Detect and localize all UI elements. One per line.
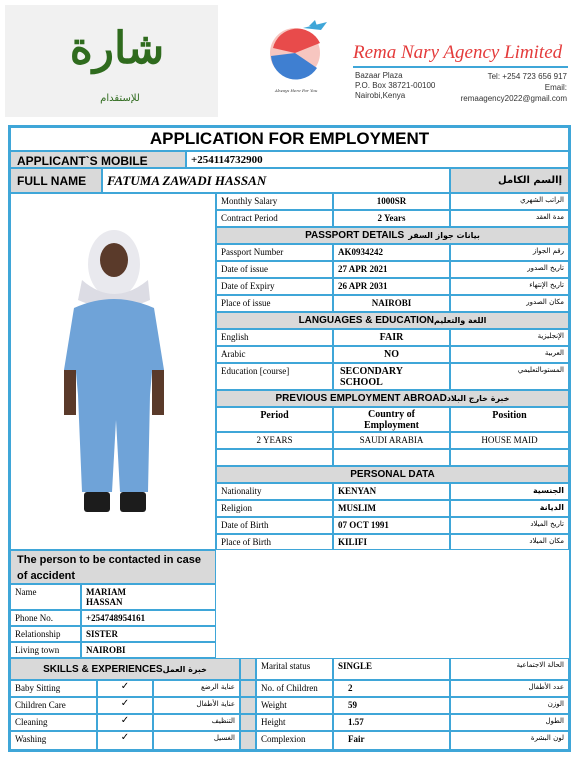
- check-icon: ✓: [97, 714, 153, 731]
- prev-header-position: Position: [450, 407, 569, 432]
- contact-name-value: [81, 584, 216, 610]
- mobile-label: APPLICANT`S MOBILE: [10, 151, 186, 168]
- education-label: Education [course]: [216, 363, 333, 390]
- agency-tel: Tel: +254 723 656 917: [487, 72, 567, 81]
- sharah-logo: [5, 5, 218, 117]
- marital-value: SINGLE: [333, 658, 450, 680]
- complexion-label: Complexion: [256, 731, 333, 750]
- prev-employment-section-title: [216, 390, 569, 407]
- dob-ar: تاريخ الميلاد: [450, 517, 569, 534]
- languages-title-en: LANGUAGES & EDUCATION: [298, 315, 434, 326]
- agency-contact: [453, 71, 567, 104]
- english-ar: الإنجليزية: [450, 329, 569, 346]
- logo-main-text: شارة: [69, 23, 165, 74]
- contact-town-label: Living town: [10, 642, 81, 658]
- address-line: P.O. Box 38721-00100: [355, 81, 436, 90]
- marital-ar: الحالة الاجتماعية: [450, 658, 569, 680]
- divider-cell: [240, 680, 256, 697]
- divider-cell: [240, 731, 256, 750]
- agency-address: [355, 71, 435, 101]
- arabic-value: NO: [333, 346, 450, 363]
- divider-cell: [240, 697, 256, 714]
- skill-label: Washing: [10, 731, 97, 750]
- contract-value: 2 Years: [333, 210, 450, 227]
- religion-label: Religion: [216, 500, 333, 517]
- children-label: No. of Children: [256, 680, 333, 697]
- passport-title-en: PASSPORT DETAILS: [305, 230, 405, 241]
- contact-phone-value: +254748954161: [81, 610, 216, 626]
- full-name-label: FULL NAME: [10, 168, 102, 193]
- skill-label: Children Care: [10, 697, 97, 714]
- salary-ar: الراتب الشهري: [450, 193, 569, 210]
- marital-label: Marital status: [256, 658, 333, 680]
- skill-label: Baby Sitting: [10, 680, 97, 697]
- date-expiry-ar: تاريخ الإنتهاء: [450, 278, 569, 295]
- dob-value: 07 OCT 1991: [333, 517, 450, 534]
- date-issue-label: Date of issue: [216, 261, 333, 278]
- languages-section-title: [216, 312, 569, 329]
- complexion-value: Fair: [333, 731, 450, 750]
- full-name-value: FATUMA ZAWADI HASSAN: [102, 168, 450, 193]
- pob-label: Place of Birth: [216, 534, 333, 550]
- contact-name-text: MARIAM HASSAN: [86, 587, 126, 607]
- agency-slogan: Always Here For You: [275, 88, 318, 93]
- check-icon: ✓: [97, 697, 153, 714]
- prev-title-en: PREVIOUS EMPLOYMENT ABROAD: [275, 393, 447, 404]
- dob-label: Date of Birth: [216, 517, 333, 534]
- mobile-value: +254114732900: [186, 151, 569, 168]
- nationality-ar: الجنسية: [450, 483, 569, 500]
- pob-value: KILIFI: [333, 534, 450, 550]
- contact-relationship-value: SISTER: [81, 626, 216, 642]
- children-value: 2: [333, 680, 450, 697]
- weight-ar: الوزن: [450, 697, 569, 714]
- contract-label: Contract Period: [216, 210, 333, 227]
- passport-number-value: AK0934242: [333, 244, 450, 261]
- rema-nary-logo: [265, 18, 330, 100]
- date-issue-value: 27 APR 2021: [333, 261, 450, 278]
- religion-ar: الديانة: [450, 500, 569, 517]
- religion-value: MUSLIM: [333, 500, 450, 517]
- education-ar: المستوىالتعليمي: [450, 363, 569, 390]
- personal-data-title: PERSONAL DATA: [216, 466, 569, 483]
- passport-number-label: Passport Number: [216, 244, 333, 261]
- complexion-ar: لون البشرة: [450, 731, 569, 750]
- prev-header-country: Country of Employment: [333, 407, 450, 432]
- place-issue-value: NAIROBI: [333, 295, 450, 312]
- place-issue-label: Place of issue: [216, 295, 333, 312]
- prev-row-period: 2 YEARS: [216, 432, 333, 449]
- children-ar: عدد الأطفال: [450, 680, 569, 697]
- form-title: APPLICATION FOR EMPLOYMENT: [10, 127, 569, 151]
- contact-name-label: Name: [10, 584, 81, 610]
- english-label: English: [216, 329, 333, 346]
- skill-ar: عناية الرضع: [153, 680, 240, 697]
- agency-email: Email: remaagency2022@gmail.com: [460, 83, 567, 103]
- passport-section-title: [216, 227, 569, 244]
- divider-cell: [240, 714, 256, 731]
- prev-row-country: SAUDI ARABIA: [333, 432, 450, 449]
- emergency-contact-title: The person to be contacted in case of accident: [10, 550, 216, 584]
- date-expiry-label: Date of Expiry: [216, 278, 333, 295]
- contact-town-value: NAIROBI: [81, 642, 216, 658]
- prev-title-ar: خبرة خارج البلاد: [446, 394, 510, 403]
- weight-value: 59: [333, 697, 450, 714]
- date-issue-ar: تاريخ الصدور: [450, 261, 569, 278]
- date-expiry-value: 26 APR 2031: [333, 278, 450, 295]
- applicant-photo: [60, 220, 172, 525]
- pob-ar: مكان الميلاد: [450, 534, 569, 550]
- contact-relationship-label: Relationship: [10, 626, 81, 642]
- prev-header-period: Period: [216, 407, 333, 432]
- check-icon: ✓: [97, 731, 153, 750]
- check-icon: ✓: [97, 680, 153, 697]
- address-line: Bazaar Plaza: [355, 71, 403, 80]
- salary-label: Monthly Salary: [216, 193, 333, 210]
- english-value: FAIR: [333, 329, 450, 346]
- skill-label: Cleaning: [10, 714, 97, 731]
- height-ar: الطول: [450, 714, 569, 731]
- skills-title-ar: خبرة العمل: [162, 664, 207, 674]
- arabic-label: Arabic: [216, 346, 333, 363]
- arabic-ar: العربية: [450, 346, 569, 363]
- weight-label: Weight: [256, 697, 333, 714]
- logo-sub-text: للإستقدام: [100, 93, 140, 104]
- prev-empty-cell: [450, 449, 569, 466]
- contract-ar: مدة العقد: [450, 210, 569, 227]
- nationality-value: KENYAN: [333, 483, 450, 500]
- divider-cell: [240, 658, 256, 680]
- education-value: SECONDARY SCHOOL: [333, 363, 450, 390]
- skill-ar: التنظيف: [153, 714, 240, 731]
- passport-number-ar: رقم الجواز: [450, 244, 569, 261]
- prev-row-position: HOUSE MAID: [450, 432, 569, 449]
- skill-ar: الغسيل: [153, 731, 240, 750]
- passport-title-ar: بيانات جواز السفر: [408, 231, 480, 240]
- height-label: Height: [256, 714, 333, 731]
- skills-section-title: [10, 658, 240, 680]
- agency-name: Rema Nary Agency Limited: [353, 42, 563, 63]
- languages-title-ar: اللغة والتعليم: [433, 316, 487, 325]
- height-value: 1.57: [333, 714, 450, 731]
- header-rule: [353, 66, 568, 68]
- address-line: Nairobi,Kenya: [355, 91, 406, 100]
- skill-ar: عناية الأطفال: [153, 697, 240, 714]
- prev-empty-cell: [216, 449, 333, 466]
- prev-empty-cell: [333, 449, 450, 466]
- full-name-ar: إالسم الكامل: [450, 168, 569, 193]
- skills-title-en: SKILLS & EXPERIENCES: [43, 663, 163, 675]
- nationality-label: Nationality: [216, 483, 333, 500]
- contact-phone-label: Phone No.: [10, 610, 81, 626]
- salary-value: 1000SR: [333, 193, 450, 210]
- place-issue-ar: مكان الصدور: [450, 295, 569, 312]
